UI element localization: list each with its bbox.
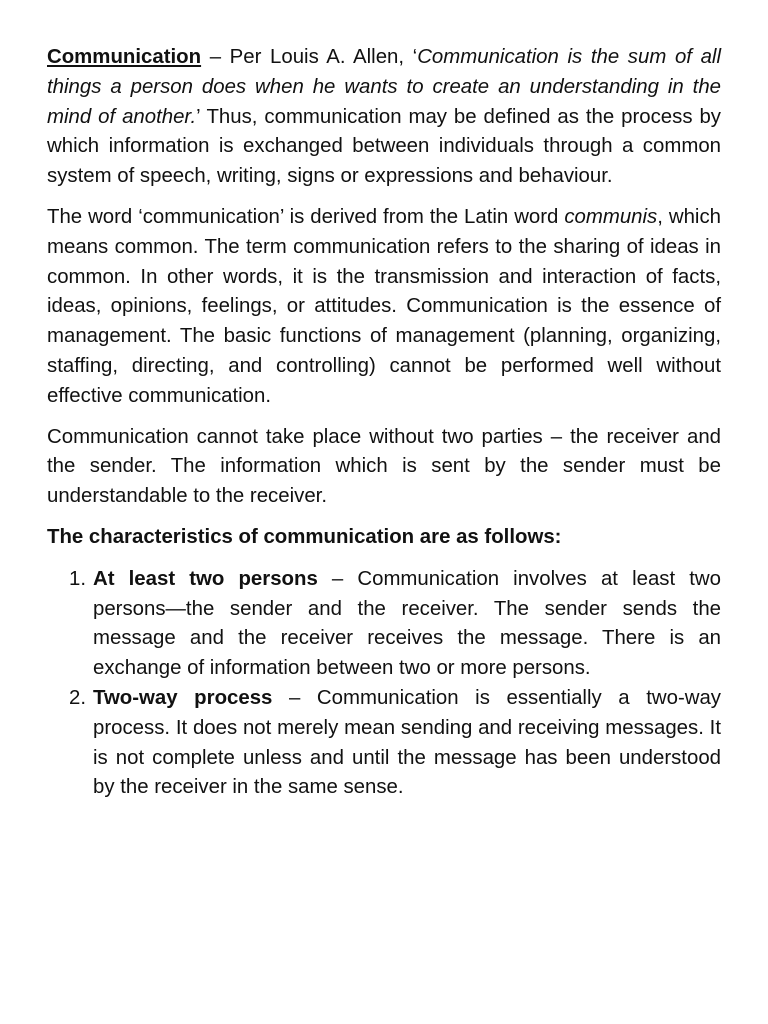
latin-word: communis <box>564 205 658 228</box>
etymology-paragraph <box>47 203 721 412</box>
etymology-tail: , which means common. The term communication refers to the sharing of ideas in common. In other words, it is the transmission and interaction of facts, ideas, opinions, feelings, or attitudes. Communication is the essence of management. The basic functions of management (planning, organizing, staffing, directing, and controlling) cannot be performed well without effective communication. <box>47 205 721 407</box>
list-item <box>47 684 721 803</box>
definition-tail: ’ Thus, communication may be defined as the process by which information is exchanged between individuals through a common system of speech, writing, signs or expressions and behaviour. <box>47 105 721 188</box>
allen-quote: Communication is the sum of all things a person does when he wants to create an understanding in the mind of another. <box>47 46 721 128</box>
list-item-title: Two-way process <box>93 686 273 709</box>
defined-term: Communication <box>47 46 202 68</box>
list-number: 1. <box>69 567 87 590</box>
list-item <box>47 565 721 684</box>
definition-paragraph <box>47 43 721 192</box>
characteristics-list <box>47 565 721 803</box>
document-page <box>47 43 721 803</box>
etymology-lead: The word ‘communication’ is derived from the Latin word <box>47 205 565 228</box>
list-item-text: – Communication is essentially a two-way process. It does not merely mean sending and receiving messages. It is not complete unless and until the message has been understood by the receiver in the same sense. <box>93 686 721 799</box>
list-number: 2. <box>69 686 87 709</box>
characteristics-heading: The characteristics of communication are as follows: <box>47 525 562 548</box>
parties-paragraph: Communication cannot take place without two parties – the receiver and the sender. The information which is sent by the sender must be understandable to the receiver. <box>47 425 721 508</box>
list-item-title: At least two persons <box>93 567 318 590</box>
definition-lead: – Per Louis A. Allen, ‘ <box>201 46 418 68</box>
list-item-text: – Communication involves at least two persons—the sender and the receiver. The sender sends the message and the receiver receives the message. There is an exchange of information between two or more persons. <box>93 567 722 680</box>
